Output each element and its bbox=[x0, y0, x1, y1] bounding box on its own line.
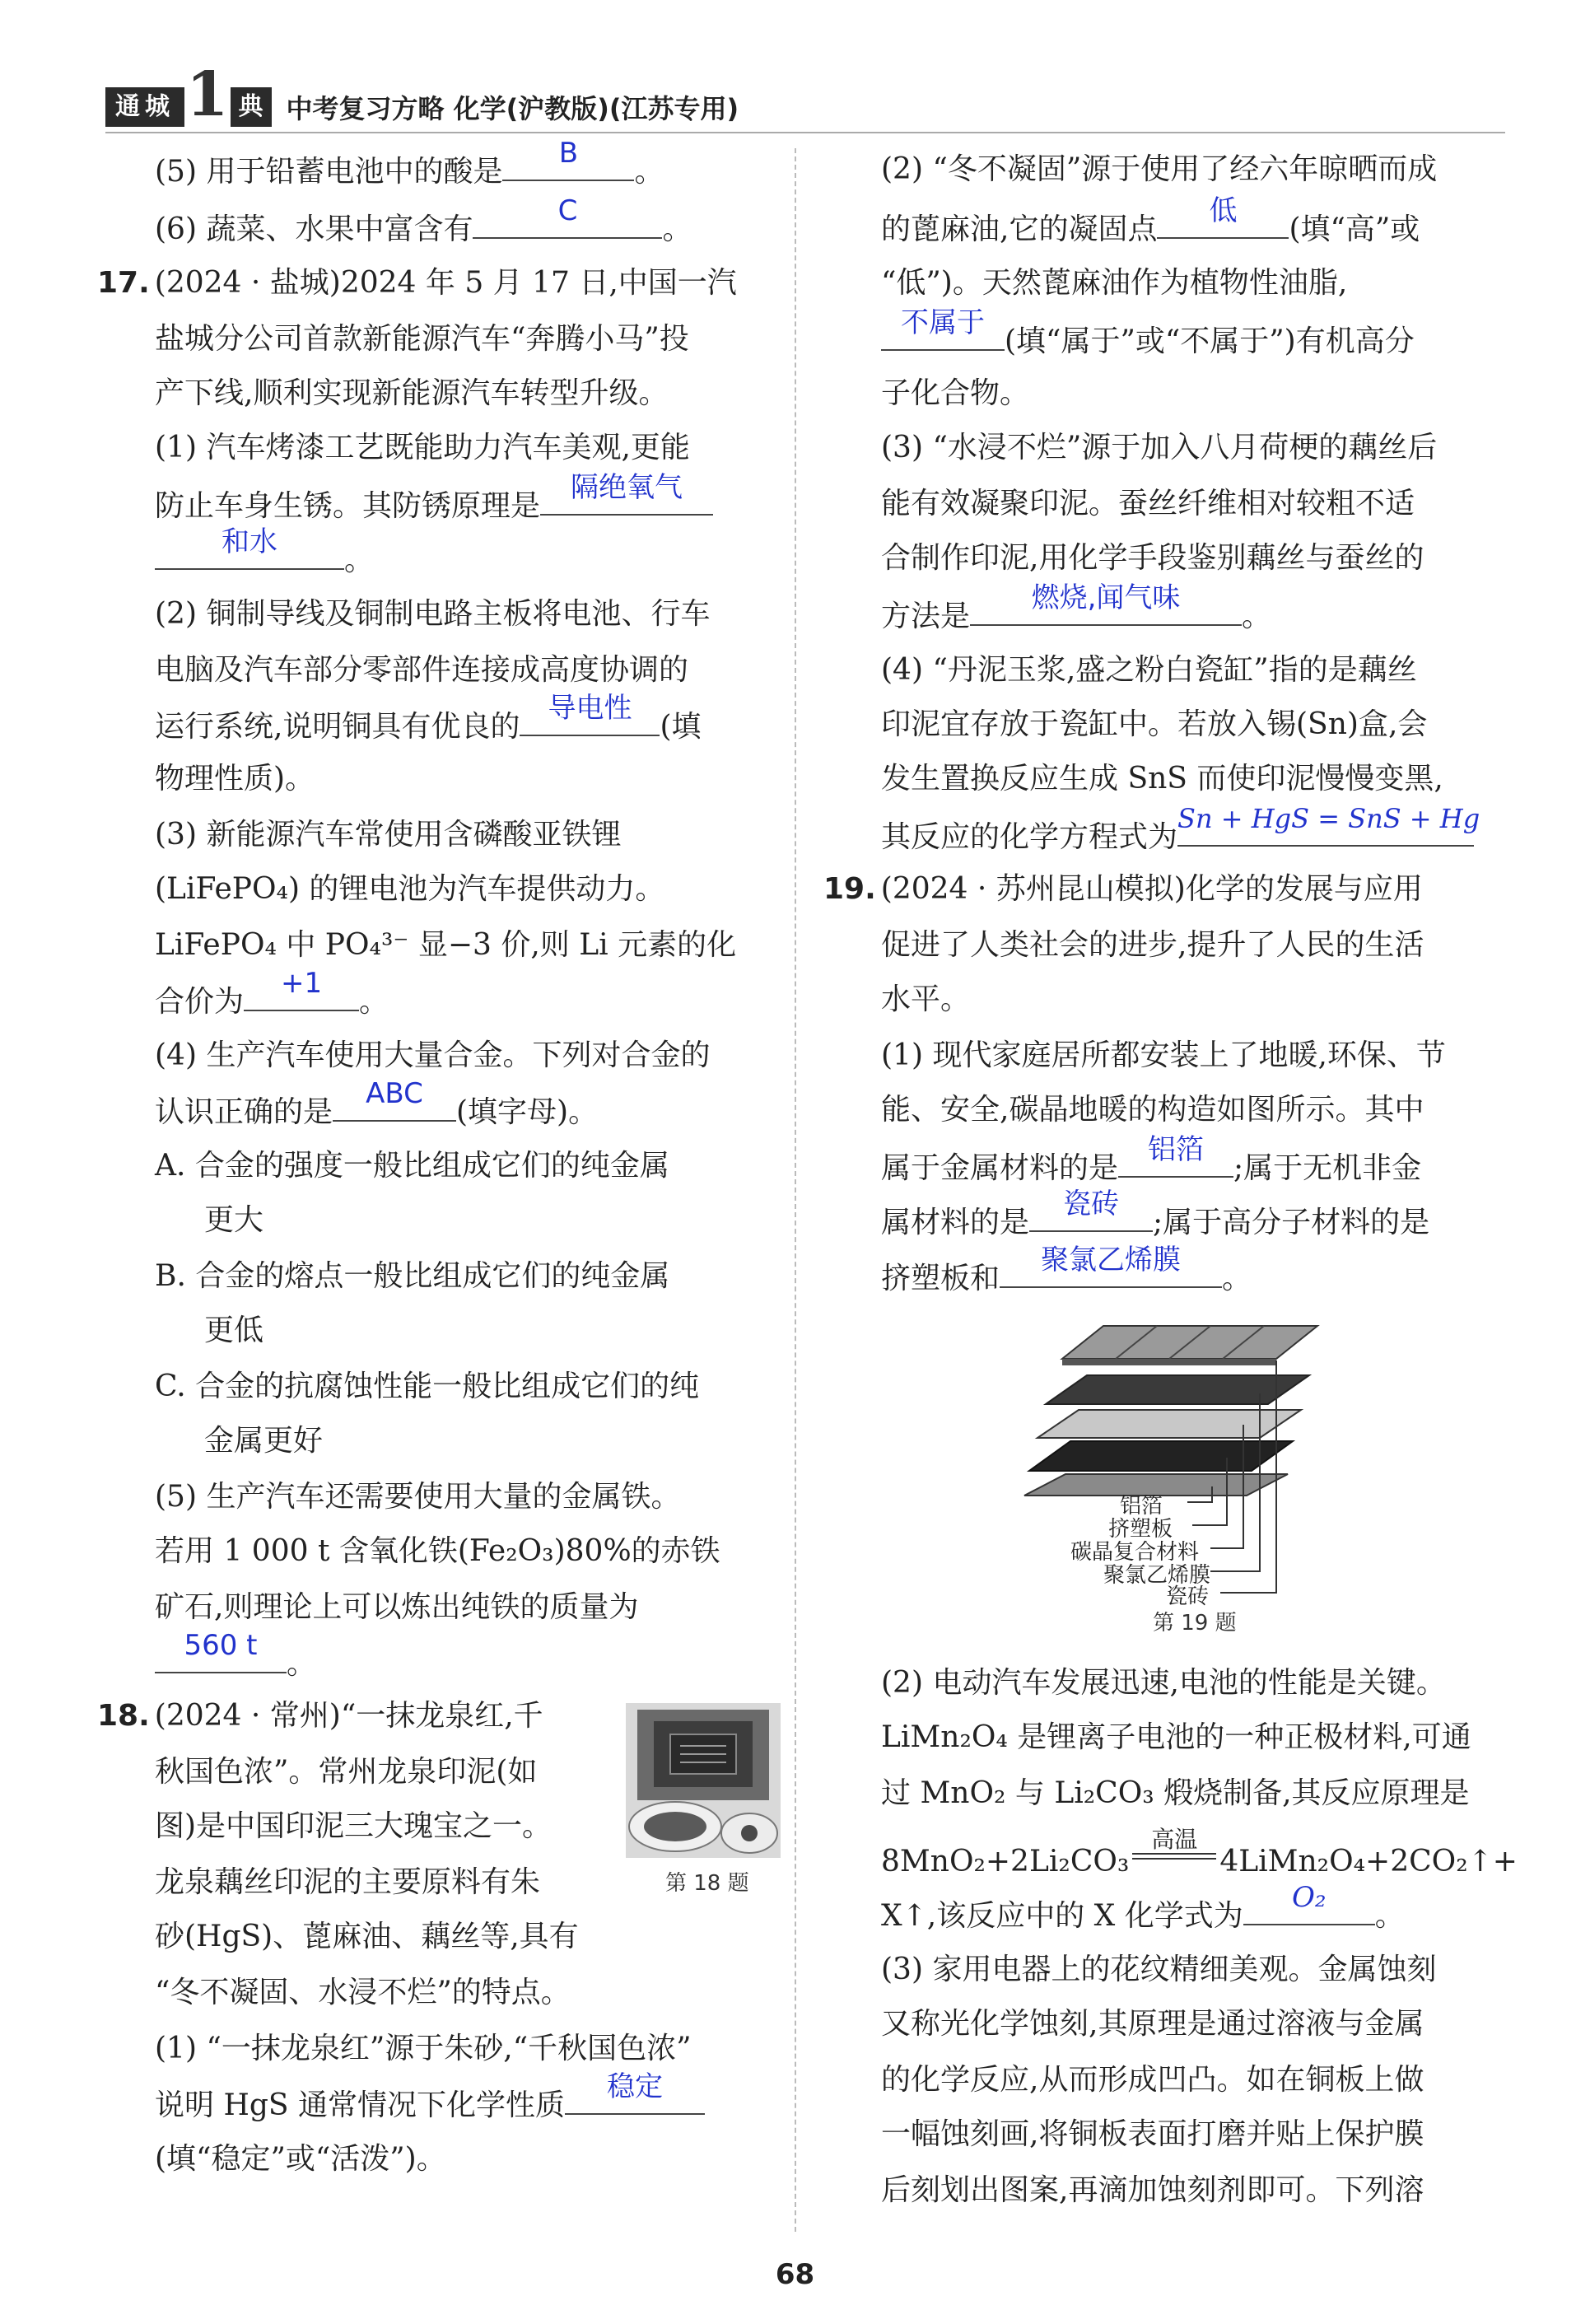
answer-blank bbox=[540, 471, 713, 516]
handwritten-answer: +1 bbox=[280, 967, 323, 1000]
q19-p1-line4: 属材料的是 瓷砖 ;属于高分子材料的是 bbox=[881, 1201, 1429, 1240]
question-number: 17. bbox=[97, 266, 150, 300]
option-b-line2: 更低 bbox=[204, 1314, 264, 1347]
q17-p1-line3: 和水 。 bbox=[155, 539, 374, 578]
q17-p1-line2: 防止车身生锈。其防锈原理是 隔绝氧气 bbox=[155, 484, 713, 524]
q18-p2-line5: 子化合物。 bbox=[881, 376, 1030, 410]
answer-blank bbox=[1243, 1881, 1375, 1925]
q17-p4-line2: 认识正确的是 ABC (填字母)。 bbox=[155, 1090, 598, 1130]
option-c-line1: C. 合金的抗腐蚀性能一般比组成它们的纯 bbox=[155, 1370, 700, 1403]
answer-blank bbox=[155, 1629, 287, 1673]
q18-p4-line4: 其反应的化学方程式为 Sn + HgS = SnS + Hg bbox=[881, 815, 1474, 855]
q17-p5-line3: 矿石,则理论上可以炼出纯铁的质量为 bbox=[155, 1590, 639, 1624]
label-pvc-film: 聚氯乙烯膜 bbox=[1103, 1563, 1211, 1588]
option-a-line1: A. 合金的强度一般比组成它们的纯金属 bbox=[155, 1149, 669, 1183]
handwritten-answer: 和水 bbox=[221, 525, 277, 558]
q18-p2-line3: “低”)。天然蓖麻油作为植物性油脂, bbox=[881, 266, 1348, 300]
q19-caption: 第 19 题 bbox=[1153, 1611, 1237, 1636]
q16-part5: (5) 用于铅蓄电池中的酸是 B 。 bbox=[155, 150, 664, 189]
handwritten-answer: 隔绝氧气 bbox=[571, 471, 683, 504]
q17-p2-line2: 电脑及汽车部分零部件连接成高度协调的 bbox=[155, 653, 689, 687]
q18-p3-line1: (3) “水浸不烂”源于加入八月荷梗的藕丝后 bbox=[881, 431, 1438, 464]
answer-blank bbox=[502, 137, 634, 181]
q18-p2-line1: (2) “冬不凝固”源于使用了经六年晾晒而成 bbox=[881, 152, 1438, 186]
q18-p2-line4: 不属于 (填“属于”或“不属于”)有机高分 bbox=[881, 320, 1415, 359]
handwritten-answer: B bbox=[558, 137, 579, 170]
option-b-line1: B. 合金的熔点一般比组成它们的纯金属 bbox=[155, 1259, 670, 1293]
q18-p3-line4: 方法是 燃烧,闻气味 。 bbox=[881, 595, 1271, 634]
q17-p5-line2: 若用 1 000 t 含氧化铁(Fe₂O₃)80%的赤铁 bbox=[155, 1534, 720, 1568]
q16-part6: (6) 蔬菜、水果中富含有 C 。 bbox=[155, 208, 692, 247]
answer-blank bbox=[244, 967, 359, 1011]
q17-p2-line1: (2) 铜制导线及铜制电路主板将电池、行车 bbox=[155, 597, 711, 631]
q19-p3-line5: 后刻划出图案,再滴加蚀刻剂即可。下列溶 bbox=[881, 2173, 1424, 2207]
q18-stem-4: 龙泉藕丝印泥的主要原料有朱 bbox=[155, 1865, 541, 1899]
q17-stem-3: 产下线,顺利实现新能源汽车转型升级。 bbox=[155, 376, 669, 410]
q17-p1-line1: (1) 汽车烤漆工艺既能助力汽车美观,更能 bbox=[155, 431, 690, 464]
q18-p2-line2: 的蓖麻油,它的凝固点 低 (填“高”或 bbox=[881, 208, 1420, 247]
q17-p2-line3: 运行系统,说明铜具有优良的 导电性 (填 bbox=[155, 705, 702, 744]
q19-stem-3: 水平。 bbox=[881, 982, 971, 1016]
q18-stem-3: 图)是中国印泥三大瑰宝之一。 bbox=[155, 1809, 553, 1843]
handwritten-answer: 聚氯乙烯膜 bbox=[1041, 1244, 1182, 1276]
handwritten-answer: ABC bbox=[366, 1077, 423, 1110]
page-header bbox=[105, 59, 739, 130]
option-a-line2: 更大 bbox=[204, 1203, 264, 1237]
handwritten-answer: 稳定 bbox=[607, 2070, 663, 2103]
q18-p3-line2: 能有效凝聚印泥。蚕丝纤维相对较粗不适 bbox=[881, 487, 1415, 520]
q19-p1-line2: 能、安全,碳晶地暖的构造如图所示。其中 bbox=[881, 1093, 1424, 1127]
q17-p5-line1: (5) 生产汽车还需要使用大量的金属铁。 bbox=[155, 1480, 681, 1514]
label-carbon-crystal: 碳晶复合材料 bbox=[1070, 1540, 1200, 1565]
q19-p3-line3: 的化学反应,从而形成凹凸。如在铜板上做 bbox=[881, 2063, 1424, 2097]
q18-p1-line3: (填“稳定”或“活泼”)。 bbox=[155, 2142, 446, 2176]
handwritten-answer: 瓷砖 bbox=[1063, 1188, 1120, 1220]
handwritten-answer: 低 bbox=[1209, 194, 1238, 227]
answer-blank bbox=[155, 525, 344, 570]
q19-p2-line3: 过 MnO₂ 与 Li₂CO₃ 煅烧制备,其反应原理是 bbox=[881, 1776, 1470, 1810]
q17-p5-line4: 560 t 。 bbox=[155, 1642, 316, 1682]
answer-blank bbox=[881, 306, 1005, 351]
handwritten-answer: 560 t bbox=[184, 1629, 258, 1662]
q19-p1-line5: 挤塑板和 聚氯乙烯膜 。 bbox=[881, 1257, 1252, 1296]
option-c-line2: 金属更好 bbox=[204, 1424, 324, 1458]
q19-p1-line1: (1) 现代家庭居所都安装上了地暖,环保、节 bbox=[881, 1038, 1446, 1072]
q17-p3-line4: 合价为 +1 。 bbox=[155, 980, 389, 1020]
label-aluminum-foil: 铝箔 bbox=[1120, 1494, 1163, 1519]
handwritten-answer: 铝箔 bbox=[1148, 1133, 1205, 1166]
q18-stem-2: 秋国色浓”。常州龙泉印泥(如 bbox=[155, 1755, 538, 1789]
q18-p1-line1: (1) “一抹龙泉红”源于朱砂,“千秋国色浓” bbox=[155, 2032, 692, 2065]
q19-p2-line5: X↑,该反应中的 X 化学式为 O₂ 。 bbox=[881, 1894, 1405, 1934]
question-number: 19. bbox=[823, 872, 876, 906]
label-extruded-board: 挤塑板 bbox=[1108, 1517, 1173, 1542]
q17-p3-line3: LiFePO₄ 中 PO₄³⁻ 显−3 价,则 Li 元素的化 bbox=[155, 928, 737, 962]
q17-stem-2: 盐城分公司首款新能源汽车“奔腾小马”投 bbox=[155, 322, 689, 356]
brand-badge-one: 1 bbox=[186, 59, 229, 130]
handwritten-answer: 燃烧,闻气味 bbox=[1031, 581, 1181, 614]
column-divider bbox=[795, 148, 796, 2232]
answer-blank bbox=[1118, 1133, 1233, 1178]
q17-p3-line2: (LiFePO₄) 的锂电池为汽车提供动力。 bbox=[155, 872, 665, 906]
label-ceramic-tile: 瓷砖 bbox=[1166, 1584, 1210, 1609]
q19-p3-line1: (3) 家用电器上的花纹精细美观。金属蚀刻 bbox=[881, 1953, 1437, 1986]
q18-p1-line2: 说明 HgS 通常情况下化学性质 稳定 bbox=[155, 2084, 705, 2123]
handwritten-answer: O₂ bbox=[1292, 1881, 1327, 1914]
q18-p4-line2: 印泥宜存放于瓷缸中。若放入锡(Sn)盒,会 bbox=[881, 707, 1428, 741]
answer-blank bbox=[333, 1077, 456, 1122]
q18-stem-1: 18. (2024 · 常州)“一抹龙泉红,千 bbox=[97, 1699, 543, 1733]
q19-stem-1: 19. (2024 · 苏州昆山模拟)化学的发展与应用 bbox=[823, 872, 1423, 906]
handwritten-answer: C bbox=[557, 194, 578, 227]
q17-p3-line1: (3) 新能源汽车常使用含磷酸亚铁锂 bbox=[155, 818, 622, 852]
q17-stem-1: 17. (2024 · 盐城)2024 年 5 月 17 日,中国一汽 bbox=[97, 266, 737, 300]
q19-stem-2: 促进了人类社会的进步,提升了人民的生活 bbox=[881, 928, 1424, 962]
answer-blank bbox=[1177, 803, 1480, 847]
answer-blank bbox=[1029, 1188, 1153, 1232]
q18-stem-6: “冬不凝固、水浸不烂”的特点。 bbox=[155, 1976, 571, 2009]
q18-caption: 第 18 题 bbox=[665, 1871, 749, 1896]
brand-badge-right: 典 bbox=[231, 87, 272, 127]
answer-blank bbox=[565, 2070, 705, 2115]
q18-p4-line1: (4) “丹泥玉浆,盛之粉白瓷缸”指的是藕丝 bbox=[881, 653, 1417, 687]
book-title: 中考复习方略 化学(沪教版)(江苏专用) bbox=[286, 93, 739, 124]
q19-p1-line3: 属于金属材料的是 铝箔 ;属于无机非金 bbox=[881, 1146, 1421, 1186]
q19-equation: 8MnO₂+2Li₂CO₃ 高温 4LiMn₂O₄+2CO₂↑+ bbox=[881, 1826, 1518, 1878]
page-number: 68 bbox=[775, 2258, 815, 2291]
answer-blank bbox=[473, 194, 662, 239]
question-number: 18. bbox=[97, 1699, 150, 1733]
handwritten-answer: Sn + HgS = SnS + Hg bbox=[1177, 803, 1480, 834]
q18-stem-5: 砂(HgS)、蓖麻油、藕丝等,具有 bbox=[155, 1920, 579, 1953]
handwritten-answer: 导电性 bbox=[548, 692, 632, 725]
q19-p2-line2: LiMn₂O₄ 是锂离子电池的一种正极材料,可通 bbox=[881, 1720, 1471, 1754]
q19-p3-line2: 又称光化学蚀刻,其原理是通过溶液与金属 bbox=[881, 2007, 1424, 2041]
q19-p2-line1: (2) 电动汽车发展迅速,电池的性能是关键。 bbox=[881, 1666, 1446, 1700]
q17-p4-line1: (4) 生产汽车使用大量合金。下列对合金的 bbox=[155, 1038, 711, 1072]
q18-p3-line3: 合制作印泥,用化学手段鉴别藕丝与蚕丝的 bbox=[881, 541, 1424, 575]
brand-badge-left: 通城 bbox=[105, 87, 184, 127]
answer-blank bbox=[520, 692, 660, 736]
q18-p4-line3: 发生置换反应生成 SnS 而使印泥慢慢变黑, bbox=[881, 762, 1443, 796]
q19-p3-line4: 一幅蚀刻画,将铜板表面打磨并贴上保护膜 bbox=[881, 2117, 1424, 2151]
answer-blank bbox=[1157, 194, 1289, 239]
inkpad-photo bbox=[626, 1703, 781, 1858]
header-rule bbox=[105, 132, 1505, 133]
floor-heating-diagram bbox=[1005, 1318, 1400, 1609]
handwritten-answer: 不属于 bbox=[901, 306, 985, 339]
reaction-condition-arrow: 高温 bbox=[1129, 1841, 1219, 1871]
q17-p2-line4: 物理性质)。 bbox=[155, 762, 315, 796]
